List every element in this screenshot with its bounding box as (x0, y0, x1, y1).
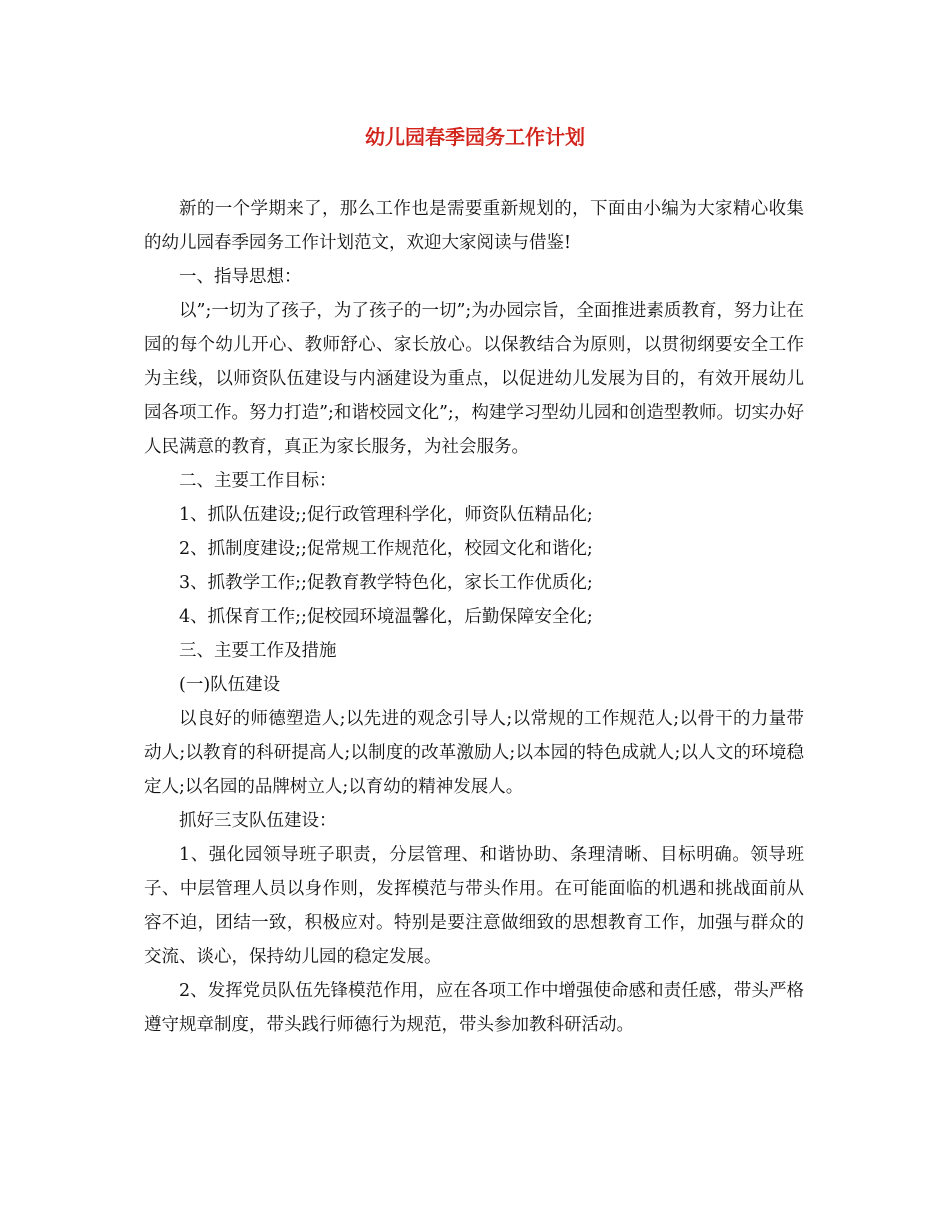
goal-item: 4、抓保育工作;;促校园环境温馨化，后勤保障安全化; (179, 607, 593, 627)
team-item: 2、发挥党员队伍先锋模范作用，应在各项工作中增强使命感和责任感，带头严格遵守规章制度，带头践行师德行为规范，带头参加教科研活动。 (144, 981, 804, 1035)
team-item: 1、强化园领导班子职责，分层管理、和谐协助、条理清晰、目标明确。领导班子、中层管理人员以身作则，发挥模范与带头作用。在可能面临的机遇和挑战面前从容不迫，团结一致，积极应对。特别是要注意做细致的思想教育工作，加强与群众的交流、谈心，保持幼儿园的稳定发展。 (144, 845, 804, 967)
subsection-heading-team-building: (一)队伍建设 (179, 675, 281, 695)
team-building-paragraph: 以良好的师德塑造人;以先进的观念引导人;以常规的工作规范人;以骨干的力量带动人;以教育的科研提高人;以制度的改革激励人;以本园的特色成就人;以人文的环境稳定人;以名园的品牌树立人;以育幼的精神发展人。 (144, 709, 804, 797)
intro-paragraph: 新的一个学期来了，那么工作也是需要重新规划的，下面由小编为大家精心收集的幼儿园春季园务工作计划范文，欢迎大家阅读与借鉴! (144, 199, 804, 253)
document-body (144, 192, 804, 1042)
goal-item: 1、抓队伍建设;;促行政管理科学化，师资队伍精品化; (179, 505, 593, 525)
goal-item: 2、抓制度建设;;促常规工作规范化，校园文化和谐化; (179, 539, 593, 559)
guiding-ideology-paragraph: 以”;一切为了孩子，为了孩子的一切”;为办园宗旨，全面推进素质教育，努力让在园的每个幼儿开心、教师舒心、家长放心。以保教结合为原则，以贯彻纲要安全工作为主线，以师资队伍建设与内涵建设为重点，以促进幼儿发展为目的，有效开展幼儿园各项工作。努力打造”;和谐校园文化”;，构建学习型幼儿园和创造型教师。切实办好人民满意的教育，真正为家长服务，为社会服务。 (144, 301, 804, 457)
section-heading-guiding-ideology: 一、指导思想： (179, 267, 302, 287)
three-teams-heading: 抓好三支队伍建设： (179, 811, 337, 831)
section-heading-work-measures: 三、主要工作及措施 (179, 641, 337, 661)
document-title: 幼儿园春季园务工作计划 (365, 125, 585, 149)
goal-item: 3、抓教学工作;;促教育教学特色化，家长工作优质化; (179, 573, 593, 593)
section-heading-main-goals: 二、主要工作目标： (179, 471, 337, 491)
